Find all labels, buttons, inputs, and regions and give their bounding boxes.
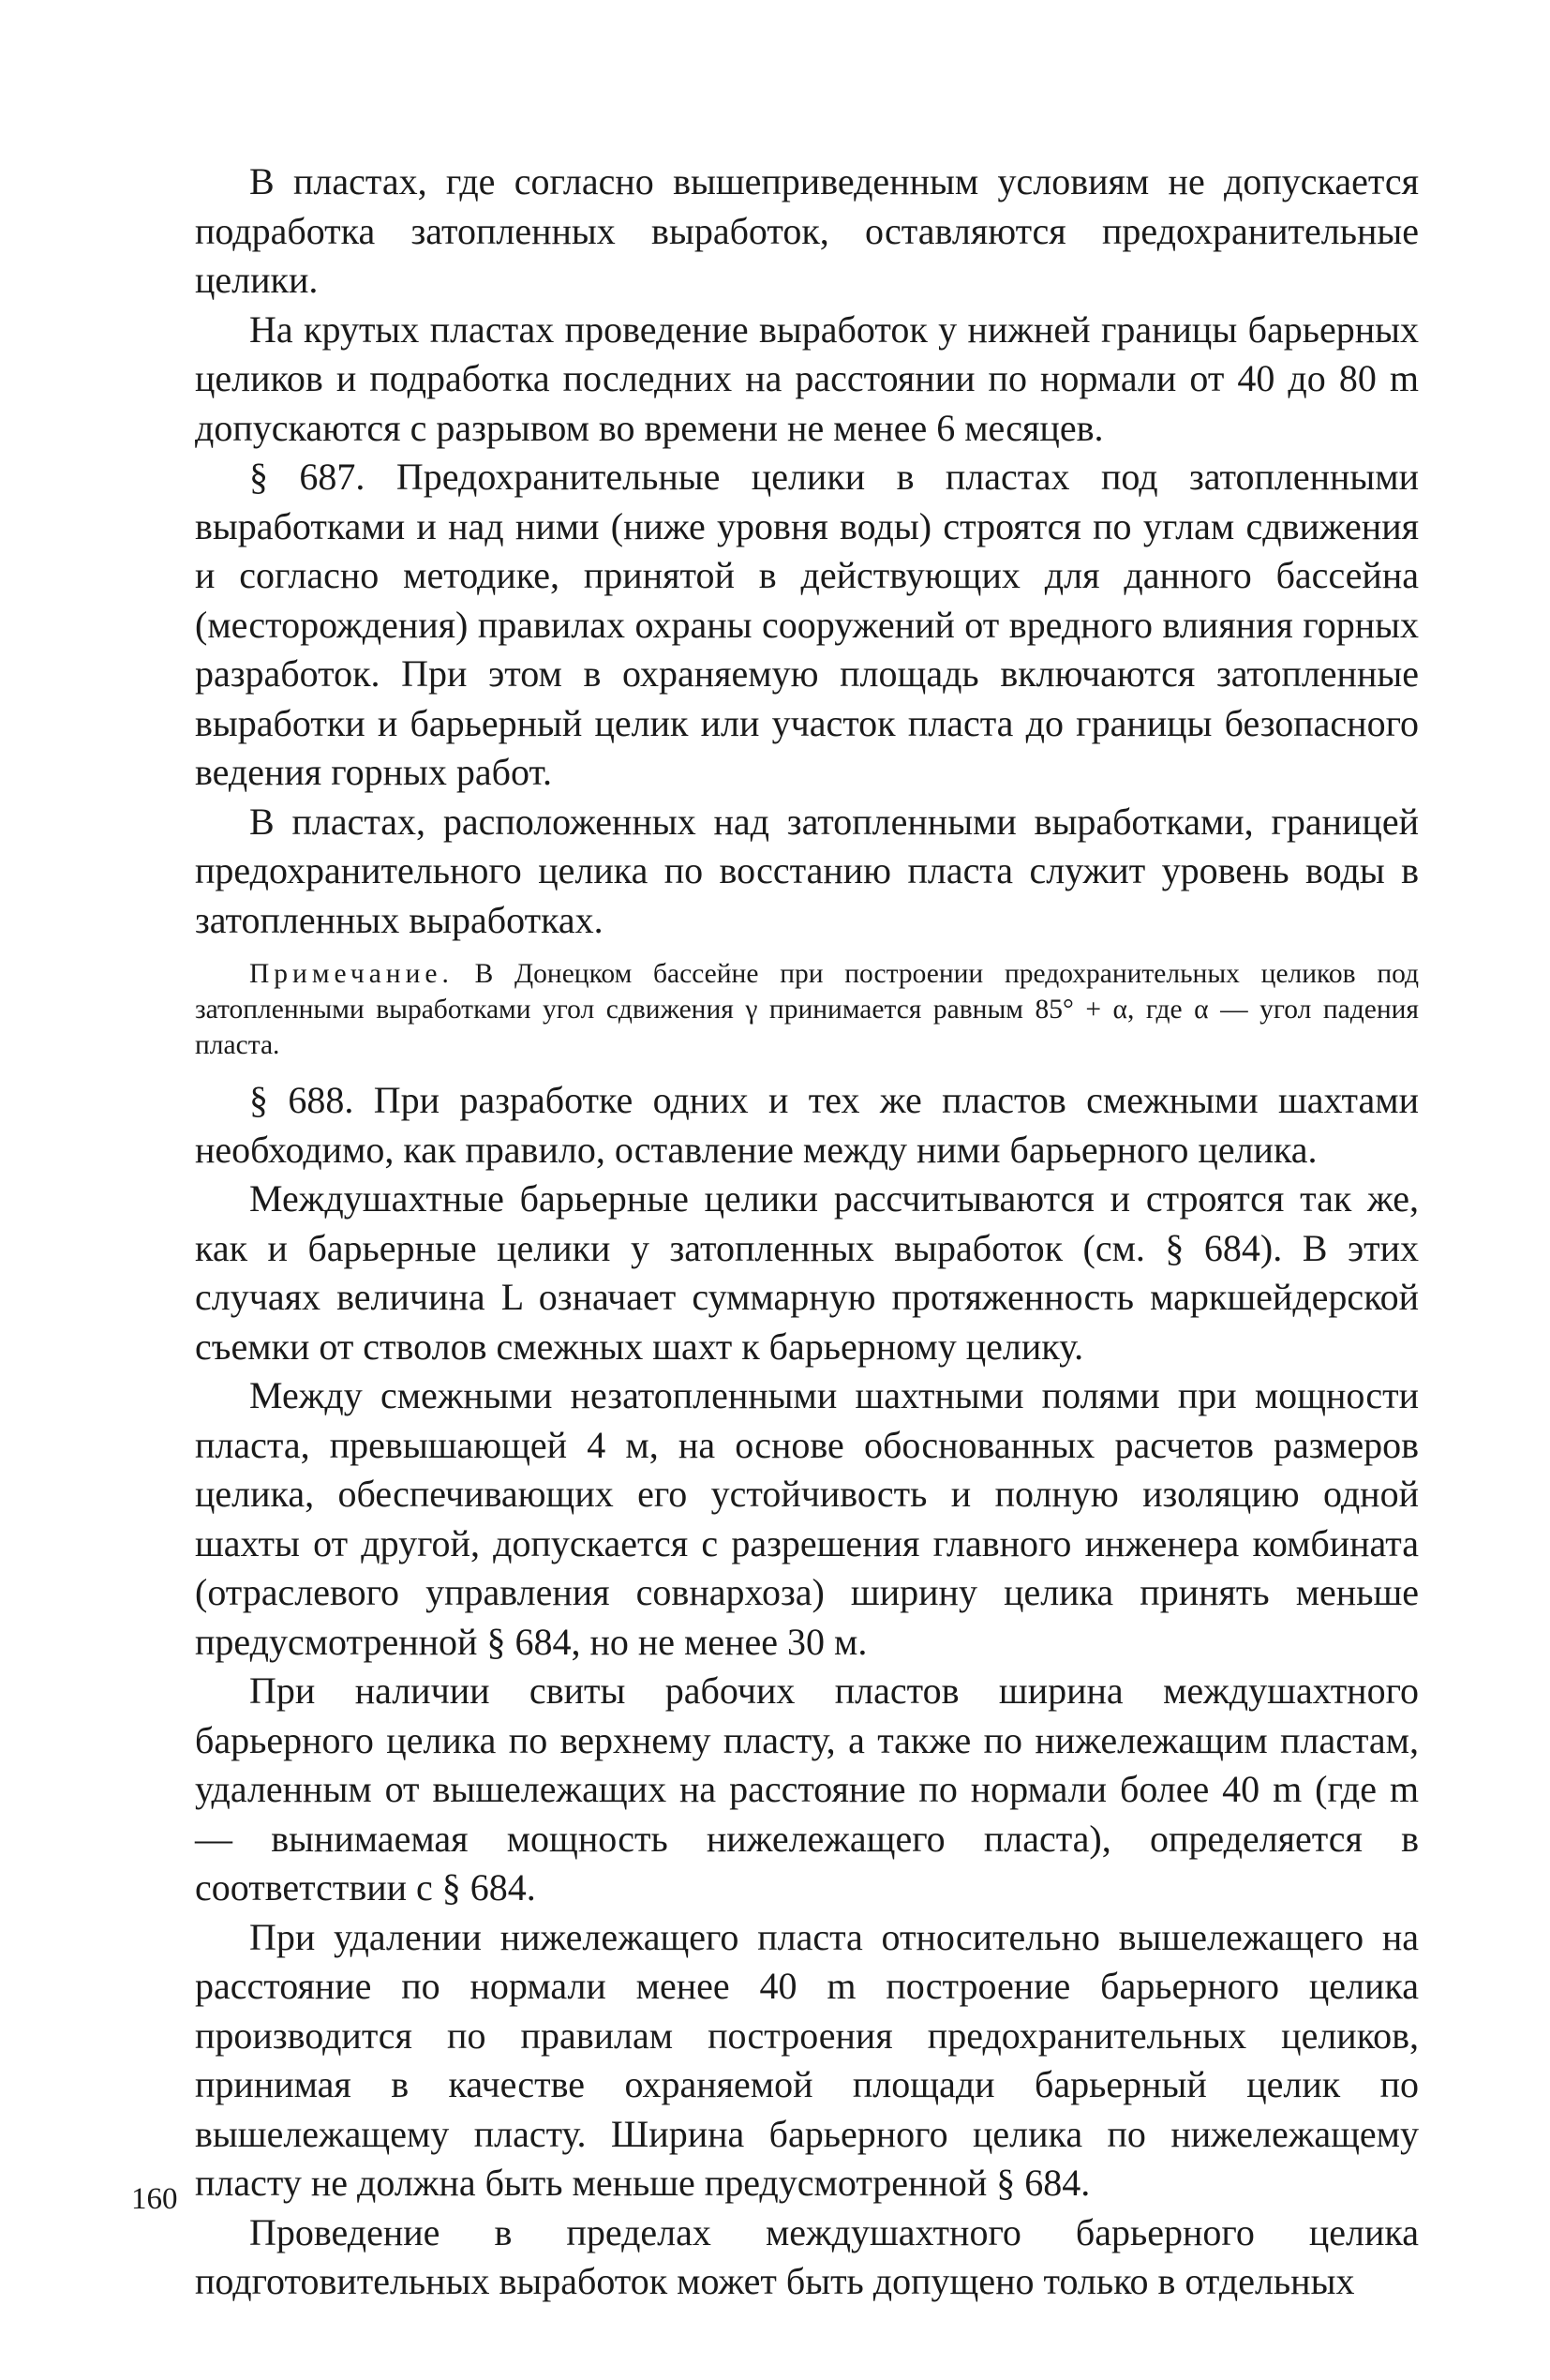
- paragraph-10: Проведение в пределах междушахтного барьерного целика подготовительных выработок может быть допущено только в отдельных: [195, 2210, 1419, 2302]
- paragraph-9: При удалении нижележащего пласта относительно вышележащего на расстояние по нормали менее 40 m построение барьерного целика производится по правилам построения предохранительных целиков, принимая в качестве охраняемой площади барьерный целик по вышележащему пласту. Ширина барьерного целика по нижележащему пласту не должна быть меньше предусмотренной § 684.: [195, 1915, 1419, 2204]
- note-label: Примечание.: [249, 959, 454, 989]
- paragraph-8: При наличии свиты рабочих пластов ширина междушахтного барьерного целика по верхнему пласту, а также по нижележащим пластам, удаленным от вышележащих на расстояние по нормали более 40 m (где m — вынимаемая мощность нижележащего пласта), определяется в соответствии с § 684.: [195, 1669, 1420, 1908]
- paragraph-4: В пластах, расположенных над затопленными выработками, границей предохранительного целика по восстанию пласта служит уровень воды в затопленных выработках.: [195, 800, 1419, 941]
- paragraph-6: Междушахтные барьерные целики рассчитываются и строятся так же, как и барьерные целики у затопленных выработок (см. § 684). В этих случаях величина L означает суммарную протяженность маркшейдерской съемки от стволов смежных шахт к барьерному целику.: [195, 1177, 1419, 1368]
- paragraph-2: На крутых пластах проведение выработок у нижней границы барьерных целиков и подработка последних на расстоянии по нормали от 40 до 80 m допускаются с разрывом во времени не менее 6 месяцев.: [195, 307, 1419, 449]
- note: [195, 956, 1419, 1063]
- paragraph-7: Между смежными незатопленными шахтными полями при мощности пласта, превышающей 4 м, на основе обоснованных расчетов размеров целика, обеспечивающих его устойчивость и полную изоляцию одной шахты от другой, допускается с разрешения главного инженера комбината (отраслевого управления совнархоза) ширину целика принять меньше предусмотренной § 684, но не менее 30 м.: [195, 1374, 1419, 1663]
- paragraph-section-688: § 688. При разработке одних и тех же пластов смежными шахтами необходимо, как правило, оставление между ними барьерного целика.: [195, 1079, 1419, 1171]
- page-body: [195, 157, 1419, 2307]
- page-number: 160: [131, 2182, 178, 2216]
- paragraph-section-687: § 687. Предохранительные целики в пластах под затопленными выработками и над ними (ниже уровня воды) строятся по углам сдвижения и согласно методике, принятой в действующих для данного бассейна (месторождения) правилах охраны сооружений от вредного влияния горных разработок. При этом в охраняемую площадь включаются затопленные выработки и барьерный целик или участок пласта до границы безопасного ведения горных работ.: [195, 456, 1419, 793]
- paragraph-1: В пластах, где согласно вышеприведенным условиям не допускается подработка затопленных выработок, оставляются предохранительные целики.: [195, 160, 1419, 301]
- note-text: В Донецком бассейне при построении предохранительных целиков под затопленными выработками угол сдвижения γ принимается равным 85° + α, где α — угол падения пласта.: [195, 959, 1420, 1060]
